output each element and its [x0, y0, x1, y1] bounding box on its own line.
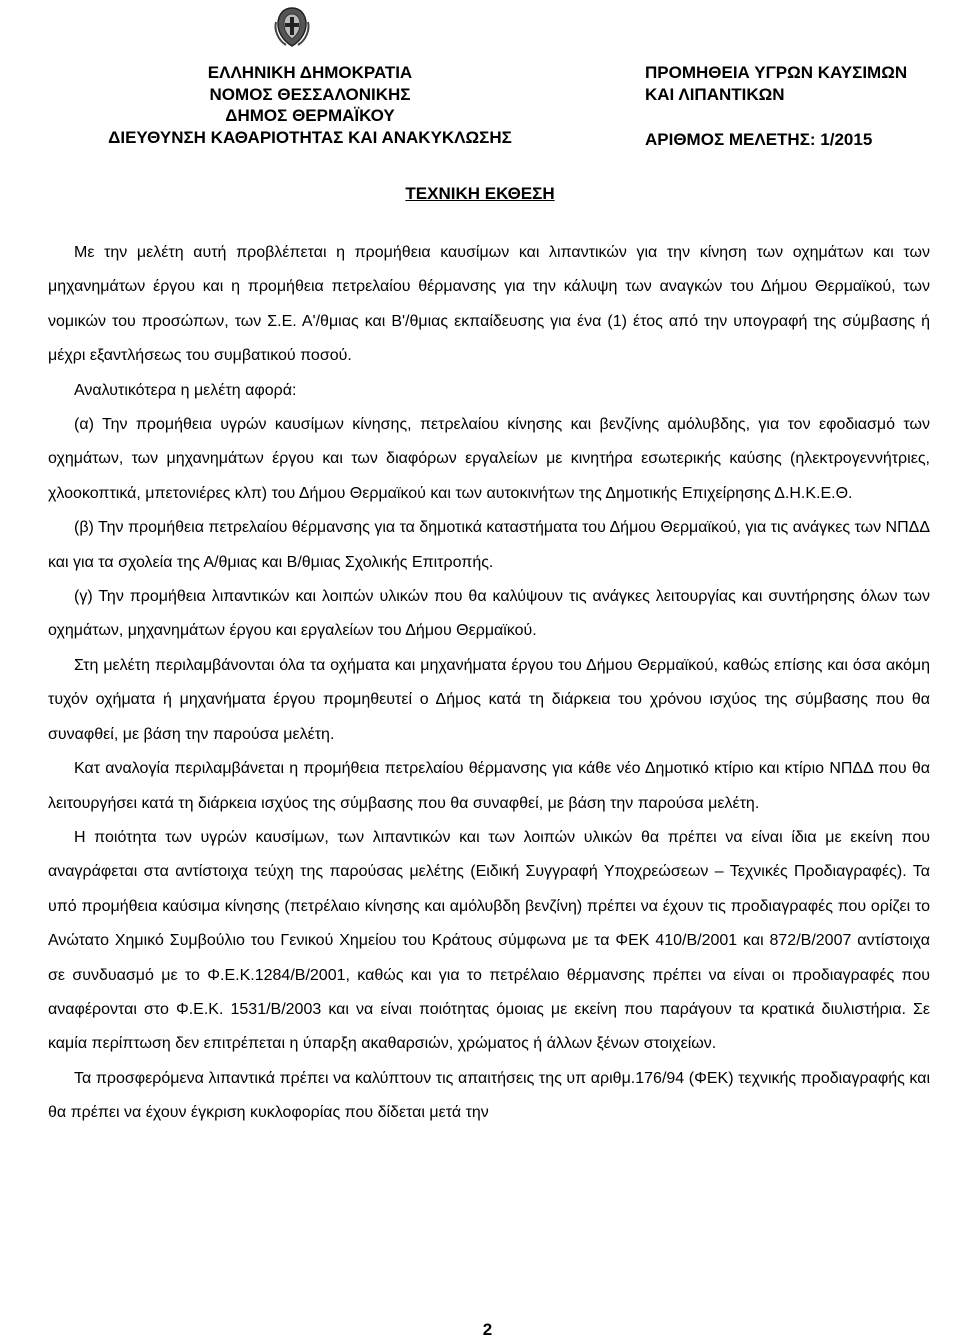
paragraph: Κατ αναλογία περιλαμβάνεται η προμήθεια πετρελαίου θέρμανσης για κάθε νέο Δημοτικό κτίριο και κτίριο ΝΠΔΔ που θα λειτουργήσει κατά τη διάρκεια ισχύος της σύμβασης που θα συναφθεί, με βάση την παρούσα μελέτη. — [48, 760, 930, 812]
paragraph: Στη μελέτη περιλαμβάνονται όλα τα οχήματα και μηχανήματα έργου του Δήμου Θερμαϊκού, καθώς επίσης και όσα ακόμη τυχόν οχήματα ή μηχανήματα έργου προμηθευτεί ο Δήμος κατά τη διάρκεια του χρόνου ισχύος της σύμβασης που θα συναφθεί, με βάση την παρούσα μελέτη. — [48, 656, 930, 743]
greek-coat-of-arms-icon — [272, 4, 312, 50]
header-organization — [40, 62, 580, 148]
paragraph: Αναλυτικότερα η μελέτη αφορά: — [74, 381, 297, 399]
header-country: ΕΛΛΗΝΙΚΗ ΔΗΜΟΚΡΑΤΙΑ — [207, 63, 413, 82]
paragraph: (β) Την προμήθεια πετρελαίου θέρμανσης για τα δημοτικά καταστήματα του Δήμου Θερμαϊκού, για τις ανάγκες των ΝΠΔΔ και για τα σχολεία της Α/θμιας και Β/θμιας Σχολικής Επιτροπής. — [48, 519, 931, 571]
header-department: ΔΙΕΥΘΥΝΣΗ ΚΑΘΑΡΙΟΤΗΤΑΣ ΚΑΙ ΑΝΑΚΥΚΛΩΣΗΣ — [108, 127, 512, 147]
paragraph: Με την μελέτη αυτή προβλέπεται η προμήθεια καυσίμων και λιπαντικών για την κίνηση των οχημάτων και των μηχανημάτων έργου και η προμήθεια πετρελαίου θέρμανσης για την κάλυψη των αναγκών του Δήμου Θερμαϊκού, των νομικών του προσώπων, των Σ.Ε. Α'/θμιας και Β'/θμιας εκπαίδευσης για ένα (1) έτος από την υπογραφή της σύμβασης ή μέχρι εξαντλήσεως του συμβατικού ποσού. — [48, 244, 930, 365]
paragraph: (γ) Την προμήθεια λιπαντικών και λοιπών υλικών που θα καλύψουν τις ανάγκες λειτουργίας και συντήρησης όλων των οχημάτων, μηχανημάτων έργου και εργαλείων του Δήμου Θερμαϊκού. — [48, 588, 930, 640]
document-body — [48, 236, 930, 1131]
paragraph: Η ποιότητα των υγρών καυσίμων, των λιπαντικών και των λοιπών υλικών θα πρέπει να είναι ίδια με εκείνη που αναγράφεται στα αντίστοιχα τεύχη της παρούσας μελέτης (Ειδική Συγγραφή Υποχρεώσεων – Τεχνικές Προδιαγραφές). Τα υπό προμήθεια καύσιμα κίνησης (πετρέλαιο κίνησης και αμόλυβδη βενζίνη) πρέπει να έχουν τις προδιαγραφές που ορίζει το Ανώτατο Χημικό Συμβούλιο του Γενικού Χημείου του Κράτους σύμφωνα με τα ΦΕΚ 410/Β/2001 και 872/Β/2007 αντίστοιχα σε συνδυασμό με το Φ.Ε.Κ.1284/Β/2001, καθώς και για το πετρέλαιο θέρμανσης πρέπει να είναι οι προδιαγραφές που αναφέρονται στο Φ.Ε.Κ. 1531/Β/2003 και να είναι ποιότητας όμοιας με εκείνη που παράγουν τα κρατικά διυλιστήρια. Σε καμία περίπτωση δεν επιτρέπεται η ύπαρξη ακαθαρσιών, χρώματος ή άλλων ξένων στοιχείων. — [48, 828, 930, 1053]
header-municipality: ΔΗΜΟΣ ΘΕΡΜΑΪΚΟΥ — [225, 106, 395, 125]
paragraph: (α) Την προμήθεια υγρών καυσίμων κίνησης, πετρελαίου κίνησης και βενζίνης αμόλυβδης, για τον εφοδιασμό των οχημάτων, των μηχανημάτων έργου και των διαφόρων εργαλείων με κινητήρα εσωτερικής καύσης (ηλεκτρογεννήτριες, χλοοκοπτικά, μπετονιέρες κλπ) του Δήμου Θερμαϊκού και των αυτοκινήτων της Δημοτικής Επιχείρησης Δ.Η.Κ.Ε.Θ. — [48, 416, 930, 502]
project-title-line2: ΚΑΙ ΛΙΠΑΝΤΙΚΩΝ — [645, 84, 785, 104]
header-prefecture: ΝΟΜΟΣ ΘΕΣΣΑΛΟΝΙΚΗΣ — [209, 84, 411, 104]
page-number: 2 — [482, 1320, 493, 1339]
paragraph: Τα προσφερόμενα λιπαντικά πρέπει να καλύπτουν τις απαιτήσεις της υπ αριθμ.176/94 (ΦΕΚ) τεχνικής προδιαγραφής και θα πρέπει να έχουν έγκριση κυκλοφορίας που δίδεται μετά την — [48, 1069, 930, 1122]
document-title: ΤΕΧΝΙΚΗ ΕΚΘΕΣΗ — [405, 184, 555, 203]
project-title-line1: ΠΡΟΜΗΘΕΙΑ ΥΓΡΩΝ ΚΑΥΣΙΜΩΝ — [645, 63, 908, 82]
header-project — [645, 62, 945, 151]
study-number: ΑΡΙΘΜΟΣ ΜΕΛΕΤΗΣ: 1/2015 — [645, 130, 873, 149]
